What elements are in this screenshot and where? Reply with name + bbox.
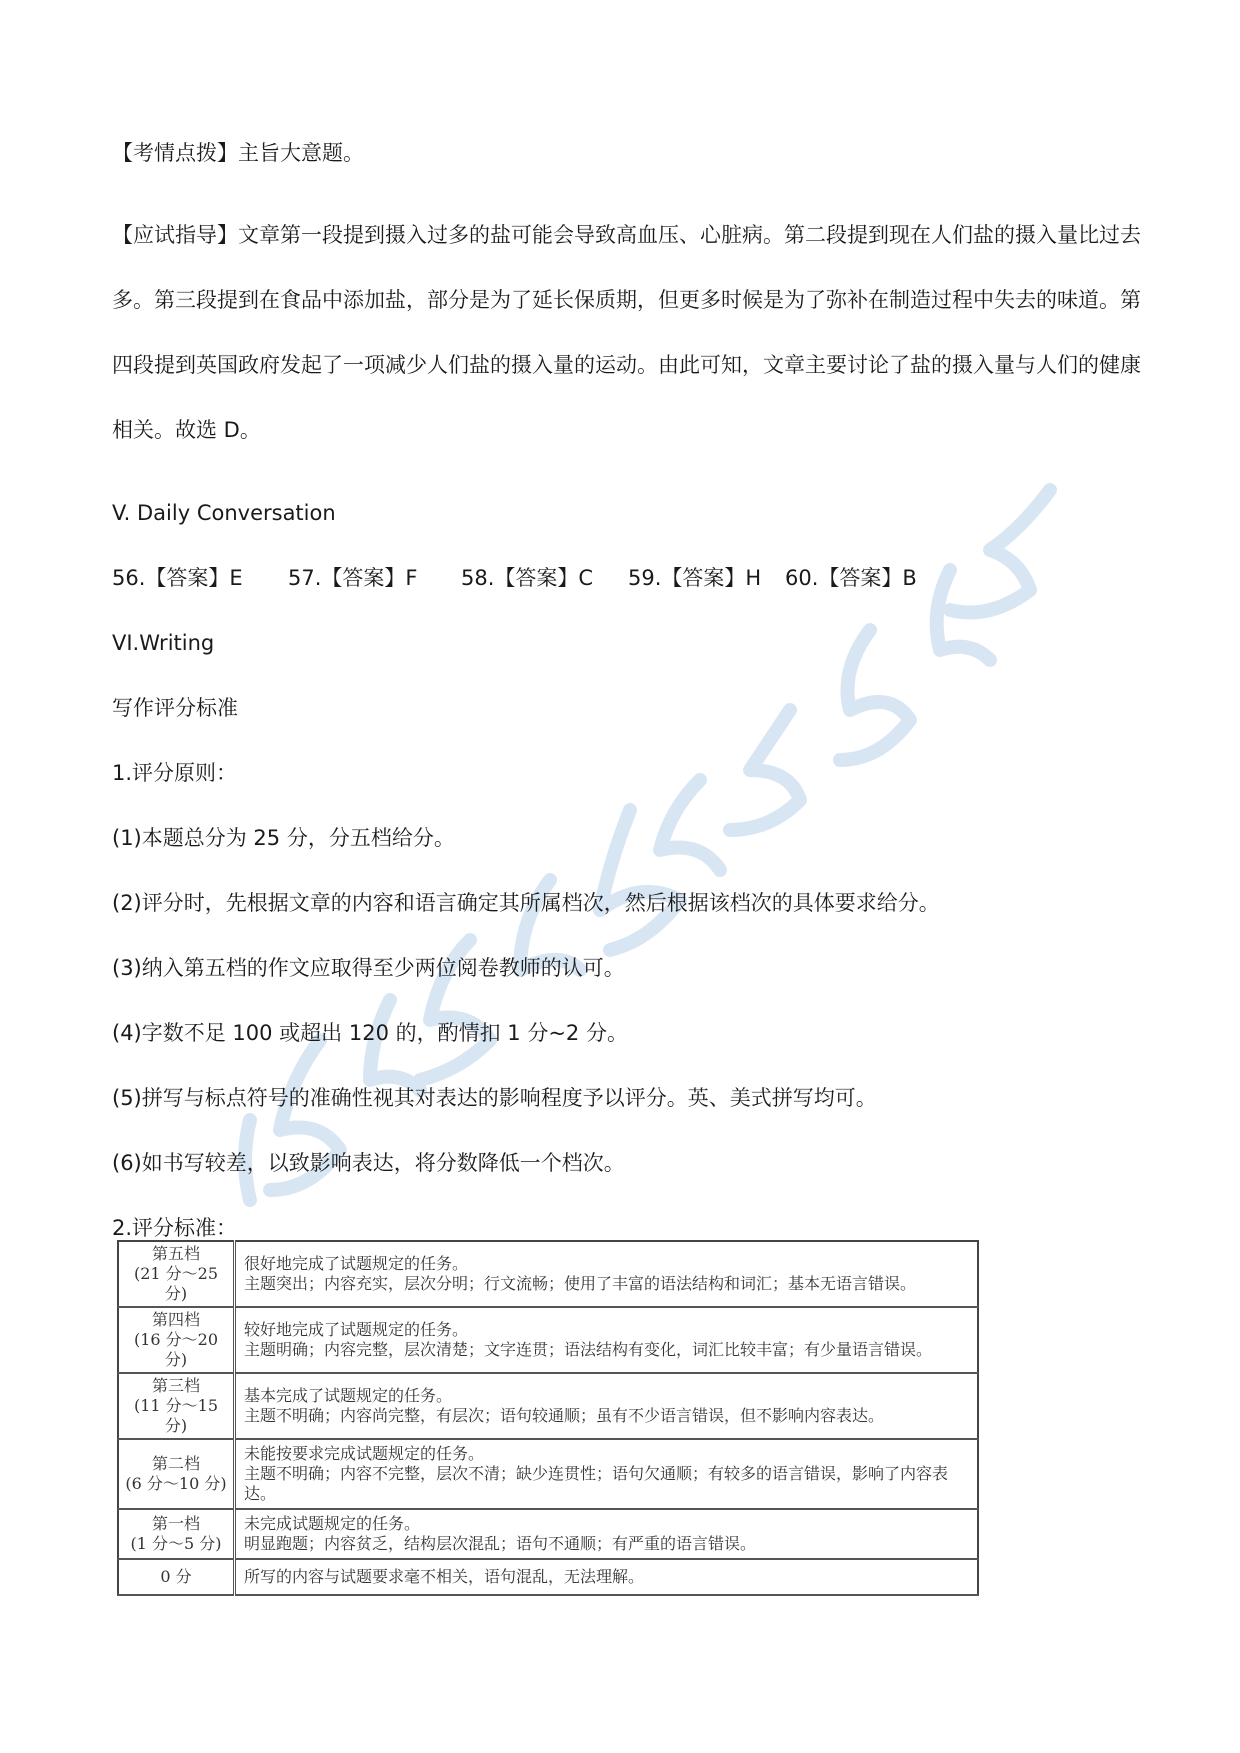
rubric-range: (16 分～20 分) [133,1330,219,1369]
answer-56: 56.【答案】E [112,566,243,590]
rubric-desc-2: 主题不明确；内容不完整，层次不清；缺少连贯性；语句欠通顺；有较多的语言错误，影响了内容表达。 [244,1464,949,1503]
rubric-level: 第一档 [151,1514,200,1533]
rubric-desc-2: 主题不明确；内容尚完整，有层次；语句较通顺；虽有不少语言错误，但不影响内容表达。 [244,1406,885,1425]
section-daily-conversation: V. Daily Conversation [112,501,336,525]
rubric-level: 第五档 [151,1244,200,1263]
rubric-range: (21 分～25 分) [133,1264,219,1303]
principles-title: 1.评分原则： [112,761,238,785]
principle-4: (4)字数不足 100 或超出 120 的，酌情扣 1 分~2 分。 [112,1021,628,1045]
rubric-level-cell [118,1307,235,1373]
rubric-level-cell [118,1439,235,1509]
criteria-title: 写作评分标准 [112,696,238,720]
rubric-level-cell [118,1509,235,1559]
rubric-desc-cell [235,1241,979,1307]
rubric-table [117,1240,979,1596]
rubric-desc-1: 所写的内容与试题要求毫不相关，语句混乱，无法理解。 [244,1567,645,1586]
kaoqing-line: 【考情点拨】主旨大意题。 [112,141,364,165]
answer-59: 59.【答案】H [628,566,762,590]
principle-2: (2)评分时，先根据文章的内容和语言确定其所属档次，然后根据该档次的具体要求给分。 [112,891,940,915]
rubric-row [118,1307,978,1373]
answer-60: 60.【答案】B [785,566,917,590]
rubric-row [118,1509,978,1559]
rubric-desc-1: 很好地完成了试题规定的任务。 [244,1254,469,1273]
section-writing: VI.Writing [112,631,215,655]
rubric-range: (6 分～10 分) [125,1474,227,1493]
rubric-level-cell [118,1373,235,1439]
rubric-level-cell [118,1559,235,1595]
rubric-level-cell [118,1241,235,1307]
standards-title: 2.评分标准： [112,1216,238,1240]
rubric-level: 第四档 [151,1310,200,1329]
rubric-desc-1: 较好地完成了试题规定的任务。 [244,1320,469,1339]
rubric-row [118,1439,978,1509]
rubric-row [118,1559,978,1595]
answers-row [112,563,1142,593]
rubric-desc-1: 未完成试题规定的任务。 [244,1514,421,1533]
rubric-desc-cell [235,1373,979,1439]
answer-57: 57.【答案】F [288,566,418,590]
rubric-desc-cell [235,1307,979,1373]
rubric-row [118,1241,978,1307]
rubric-desc-1: 未能按要求完成试题规定的任务。 [244,1444,485,1463]
rubric-range: (1 分～5 分) [130,1534,222,1553]
rubric-desc-cell [235,1439,979,1509]
document-body [112,138,1142,1278]
answer-58: 58.【答案】C [461,566,594,590]
yingshi-paragraph: 【应试指导】文章第一段提到摄入过多的盐可能会导致高血压、心脏病。第二段提到现在人们盐的摄入量比过去多。第三段提到在食品中添加盐，部分是为了延长保质期，但更多时候是为了弥补在制造过程中失去的味道。第四段提到英国政府发起了一项减少人们盐的摄入量的运动。由此可知，文章主要讨论了盐的摄入量与人们的健康相关。故选 D。 [112,223,1141,442]
principle-1: (1)本题总分为 25 分，分五档给分。 [112,826,455,850]
rubric-desc-2: 主题突出；内容充实，层次分明；行文流畅；使用了丰富的语法结构和词汇；基本无语言错误。 [244,1274,917,1293]
principle-6: (6)如书写较差，以致影响表达，将分数降低一个档次。 [112,1151,625,1175]
rubric-range: (11 分～15 分) [133,1396,219,1435]
principle-3: (3)纳入第五档的作文应取得至少两位阅卷教师的认可。 [112,956,625,980]
rubric-desc-cell [235,1559,979,1595]
rubric-row [118,1373,978,1439]
rubric-level: 第二档 [151,1454,200,1473]
rubric-desc-2: 明显跑题；内容贫乏，结构层次混乱；语句不通顺；有严重的语言错误。 [244,1534,757,1553]
rubric-desc-cell [235,1509,979,1559]
rubric-level: 0 分 [160,1567,192,1586]
principle-5: (5)拼写与标点符号的准确性视其对表达的影响程度予以评分。英、美式拼写均可。 [112,1086,877,1110]
rubric-level: 第三档 [151,1376,200,1395]
rubric-desc-2: 主题明确；内容完整，层次清楚；文字连贯；语法结构有变化，词汇比较丰富；有少量语言错误。 [244,1340,933,1359]
rubric-desc-1: 基本完成了试题规定的任务。 [244,1386,453,1405]
